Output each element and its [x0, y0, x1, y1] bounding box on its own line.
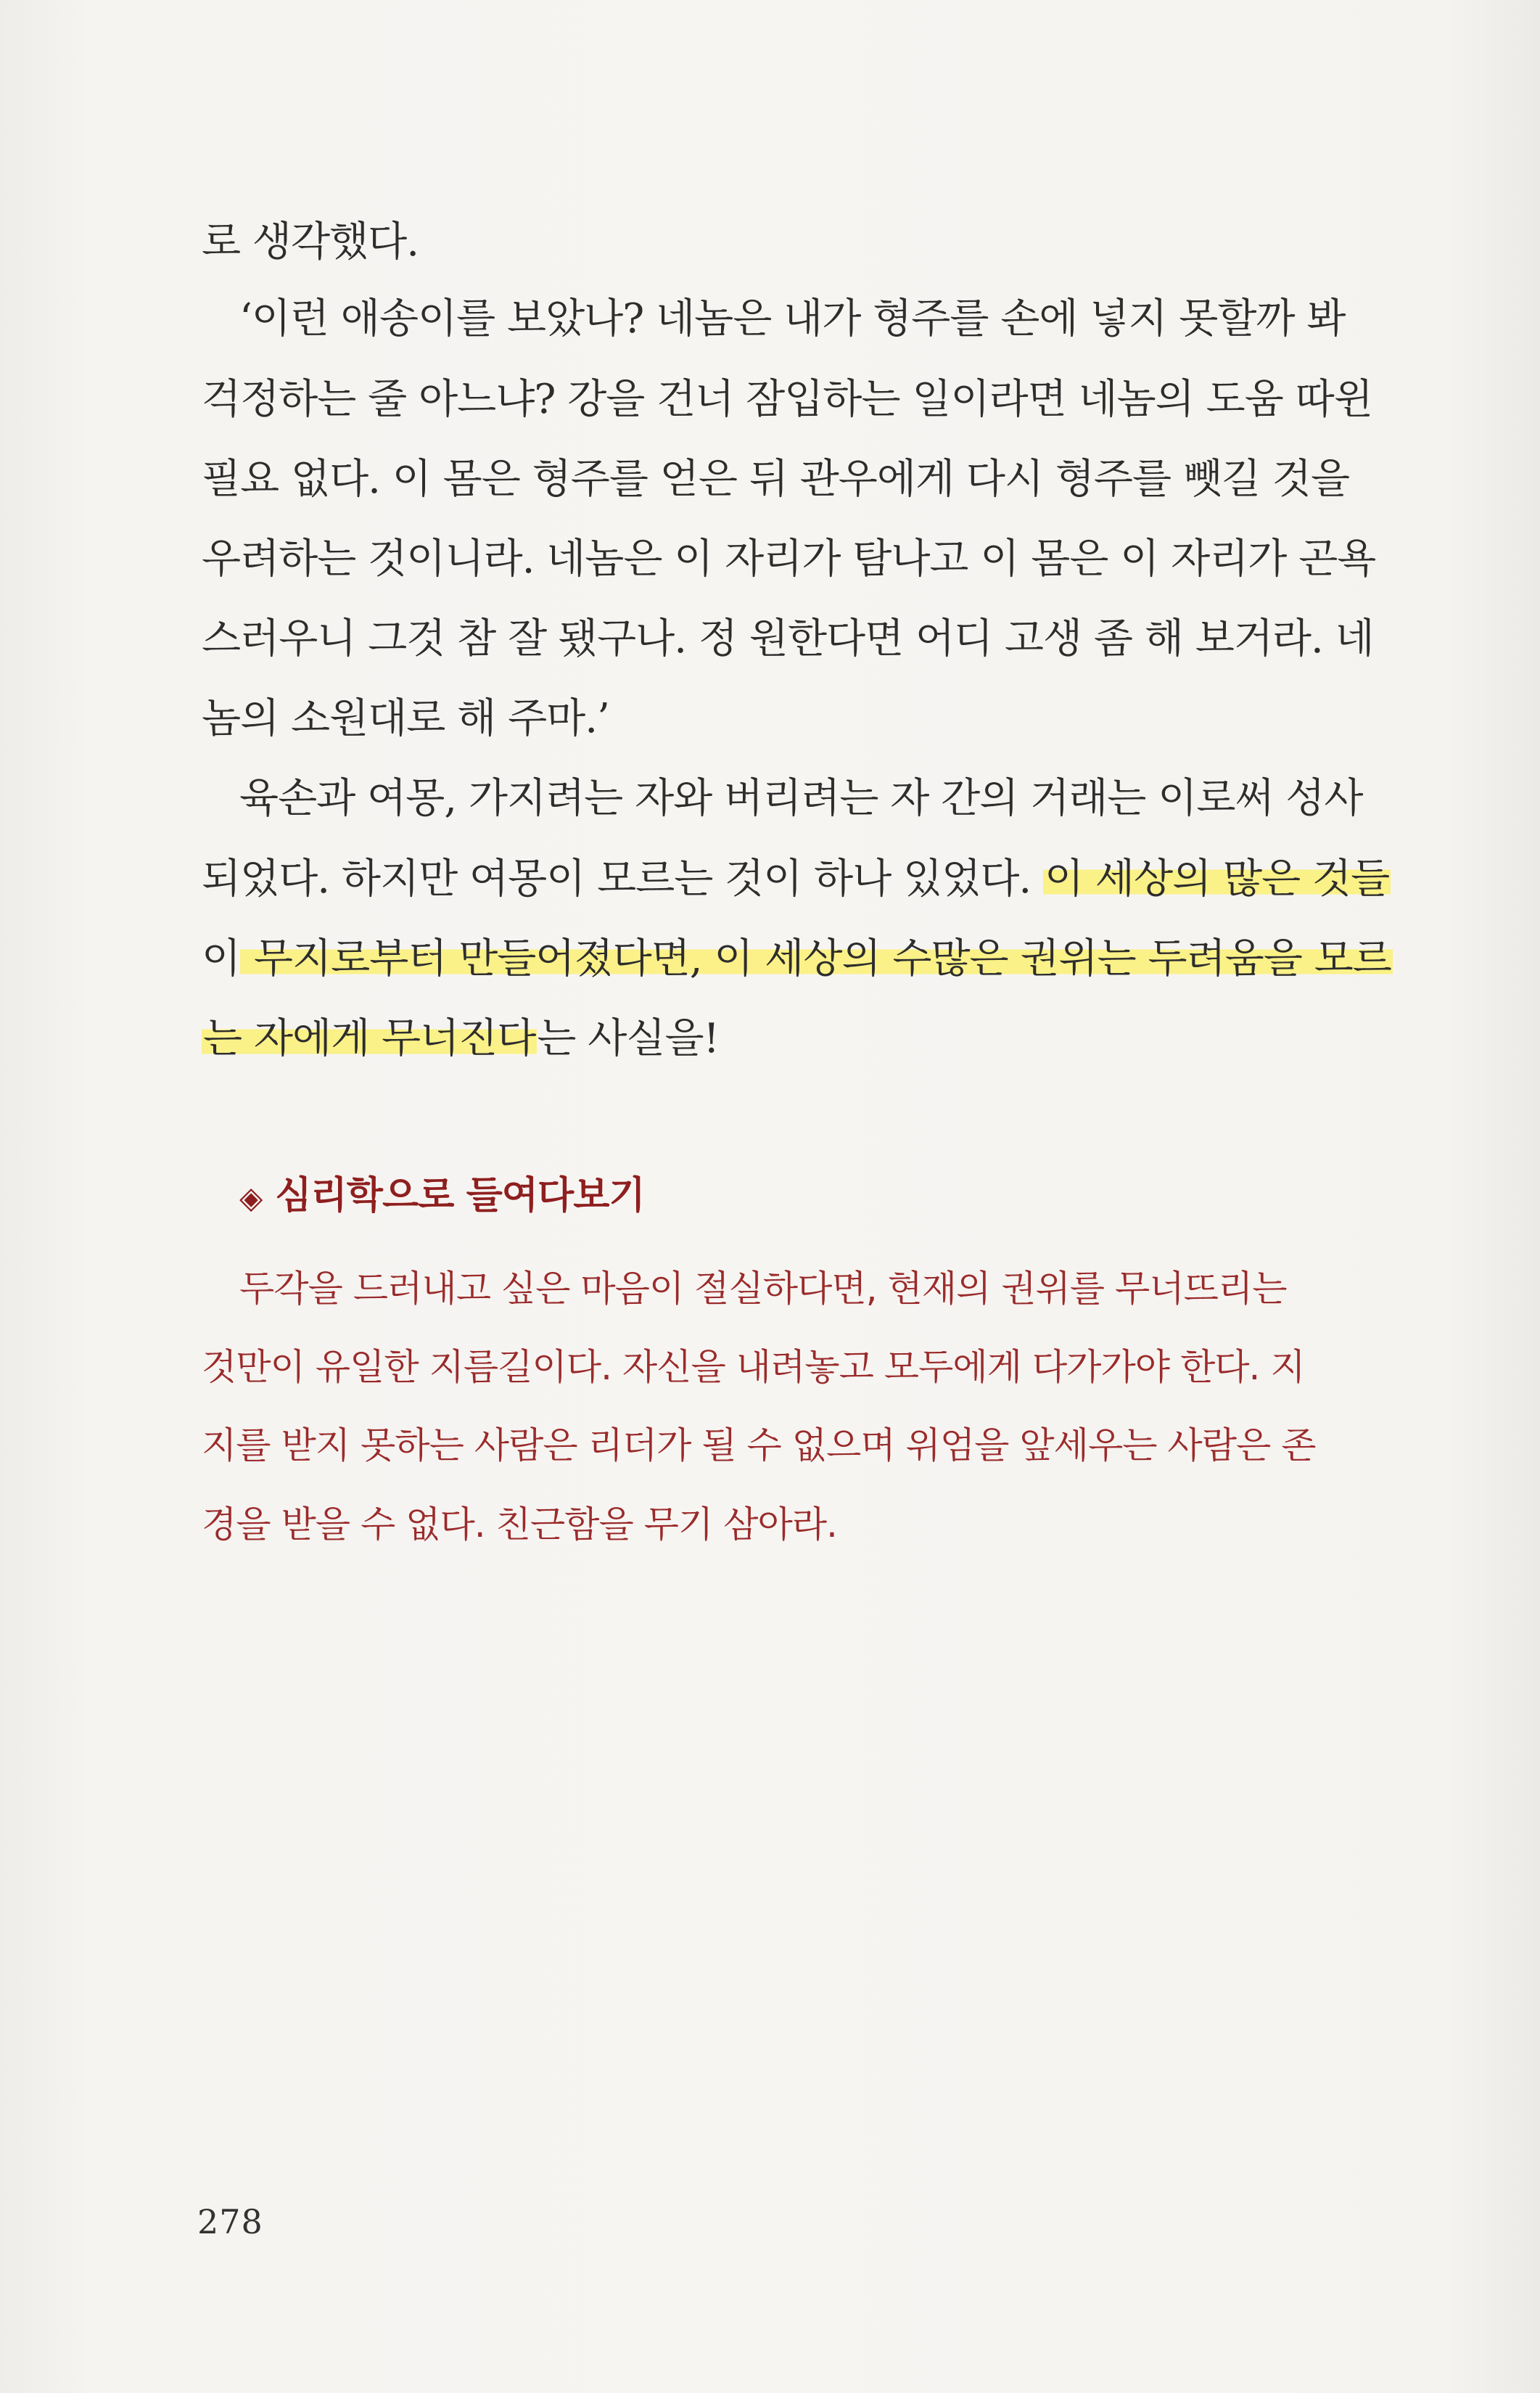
section-title: 심리학으로 들여다보기 — [275, 1174, 645, 1218]
body-text: 이 — [202, 935, 241, 982]
body-line-8: 육손과 여몽, 가지려는 자와 버리려는 자 간의 거래는 이로써 성사 — [239, 775, 1363, 822]
body-line-3: 걱정하는 줄 아느냐? 강을 건너 잠입하는 일이라면 네놈의 도움 따윈 — [202, 376, 1372, 423]
body-line-4: 필요 없다. 이 몸은 형주를 얻은 뒤 관우에게 다시 형주를 뺏길 것을 — [202, 456, 1350, 503]
highlighted-text: 는 자에게 무너진다 — [203, 1015, 536, 1062]
body-text: 는 사실을! — [537, 1015, 720, 1062]
body-line-11 — [202, 1013, 719, 1065]
section-line-1: 두각을 드러내고 싶은 마음이 절실하다면, 현재의 권위를 무너뜨리는 — [239, 1268, 1287, 1310]
body-line-1: 로 생각했다. — [202, 218, 419, 266]
page-number: 278 — [197, 2202, 263, 2241]
body-text: 되었다. 하지만 여몽이 모르는 것이 하나 있었다. — [202, 855, 1044, 903]
body-line-10 — [202, 933, 1393, 985]
highlighted-text: 무지로부터 만들어졌다면, 이 세상의 수많은 권위는 두려움을 모르 — [242, 935, 1391, 982]
body-line-9 — [202, 853, 1391, 906]
body-line-6: 스러우니 그것 참 잘 됐구나. 정 원한다면 어디 고생 좀 해 보거라. 네 — [202, 615, 1374, 662]
section-line-4: 경을 받을 수 없다. 친근함을 무기 삼아라. — [202, 1503, 837, 1546]
section-line-3: 지를 받지 못하는 사람은 리더가 될 수 없으며 위엄을 앞세우는 사람은 존 — [202, 1424, 1316, 1466]
body-line-2: ‘이런 애송이를 보았나? 네놈은 내가 형주를 손에 넣지 못할까 봐 — [239, 295, 1346, 342]
section-heading — [239, 1170, 645, 1224]
body-line-7: 놈의 소원대로 해 주마.’ — [202, 695, 609, 742]
diamond-icon: ◈ — [239, 1180, 263, 1215]
section-line-2: 것만이 유일한 지름길이다. 자신을 내려놓고 모두에게 다가가야 한다. 지 — [202, 1346, 1305, 1388]
body-line-5: 우려하는 것이니라. 네놈은 이 자리가 탐나고 이 몸은 이 자리가 곤욕 — [202, 535, 1376, 583]
highlighted-text: 이 세상의 많은 것들 — [1045, 855, 1390, 903]
